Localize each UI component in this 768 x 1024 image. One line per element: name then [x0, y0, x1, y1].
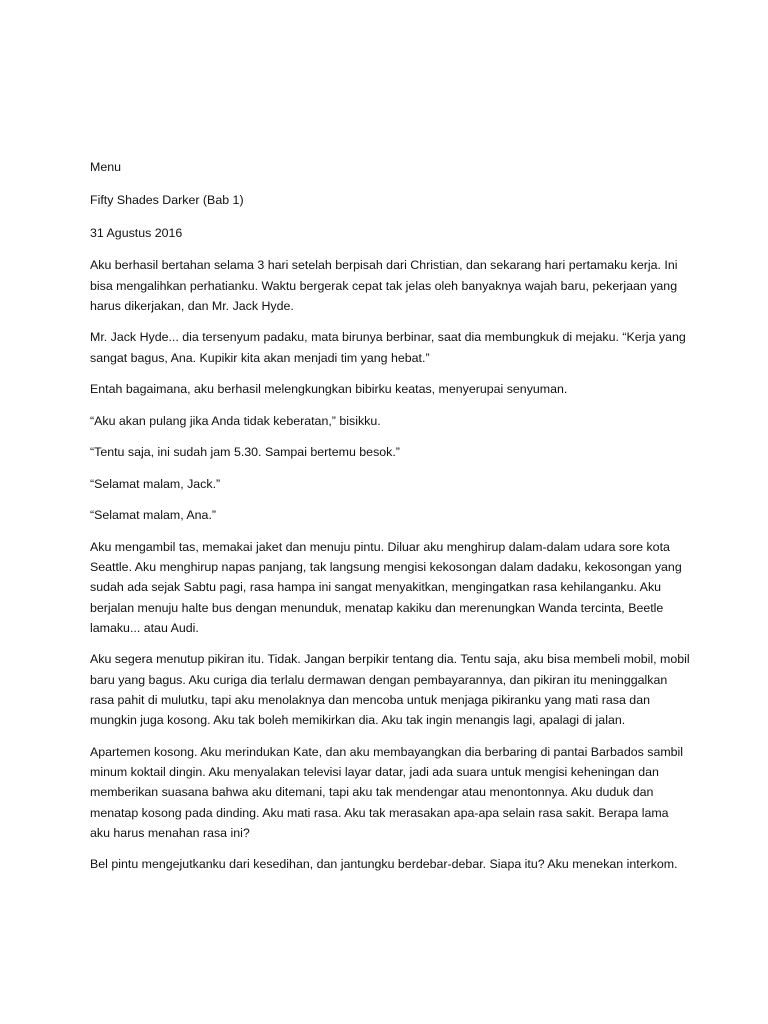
menu-label: Menu [90, 160, 121, 174]
paragraph: Mr. Jack Hyde... dia tersenyum padaku, mata birunya berbinar, saat dia membungkuk di mejaku. “Kerja yang sangat bagus, Ana. Kupikir kita akan menjadi tim yang hebat.” [90, 330, 686, 365]
paragraph: Bel pintu mengejutkanku dari kesedihan, dan jantungku berdebar-debar. Siapa itu? Aku menekan interkom. [90, 857, 678, 872]
paragraph: Aku mengambil tas, memakai jaket dan menuju pintu. Diluar aku menghirup dalam-dalam udara sore kota Seattle. Aku menghirup napas panjang, tak langsung mengisi kekosongan dalam dadaku, kekosongan yang sudah ada sejak Sabtu pagi, rasa hampa ini sangat menyakitkan, mengingatkan rasa kehilanganku. Aku berjalan menuju halte bus dengan menunduk, menatap kakiku dan merenungkan Wanda tercinta, Beetle lamaku... atau Audi. [90, 539, 682, 635]
paragraph: “Selamat malam, Jack.” [90, 476, 221, 491]
document-body [90, 157, 690, 886]
chapter-title: Fifty Shades Darker (Bab 1) [90, 192, 244, 207]
paragraph: “Aku akan pulang jika Anda tidak keberatan,” bisikku. [90, 413, 381, 428]
paragraph: Aku berhasil bertahan selama 3 hari setelah berpisah dari Christian, dan sekarang hari pertamaku kerja. Ini bisa mengalihkan perhatianku. Waktu bergerak cepat tak jelas oleh banyaknya wajah baru, pekerjaan yang harus dikerjakan, dan Mr. Jack Hyde. [90, 258, 678, 313]
paragraph: Aku segera menutup pikiran itu. Tidak. Jangan berpikir tentang dia. Tentu saja, aku bisa membeli mobil, mobil baru yang bagus. Aku curiga dia terlalu dermawan dengan pembayarannya, dan pikiran itu meninggalkan rasa pahit di mulutku, tapi aku menolaknya dan mencoba untuk menjaga pikiranku yang mati rasa dan mungkin juga kosong. Aku tak boleh memikirkan dia. Aku tak ingin menangis lagi, apalagi di jalan. [90, 652, 690, 728]
paragraph: “Tentu saja, ini sudah jam 5.30. Sampai bertemu besok.” [90, 445, 400, 460]
paragraph: Apartemen kosong. Aku merindukan Kate, dan aku membayangkan dia berbaring di pantai Barbados sambil minum koktail dingin. Aku menyalakan televisi layar datar, jadi ada suara untuk mengisi keheningan dan memberikan suasana bahwa aku ditemani, tapi aku tak mendengar atau menontonnya. Aku duduk dan menatap kosong pada dinding. Aku mati rasa. Aku tak merasakan apa-apa selain rasa sakit. Berapa lama aku harus menahan rasa ini? [90, 744, 684, 840]
publish-date: 31 Agustus 2016 [90, 225, 183, 240]
paragraph: “Selamat malam, Ana.” [90, 508, 217, 523]
paragraph: Entah bagaimana, aku berhasil melengkungkan bibirku keatas, menyerupai senyuman. [90, 382, 568, 397]
